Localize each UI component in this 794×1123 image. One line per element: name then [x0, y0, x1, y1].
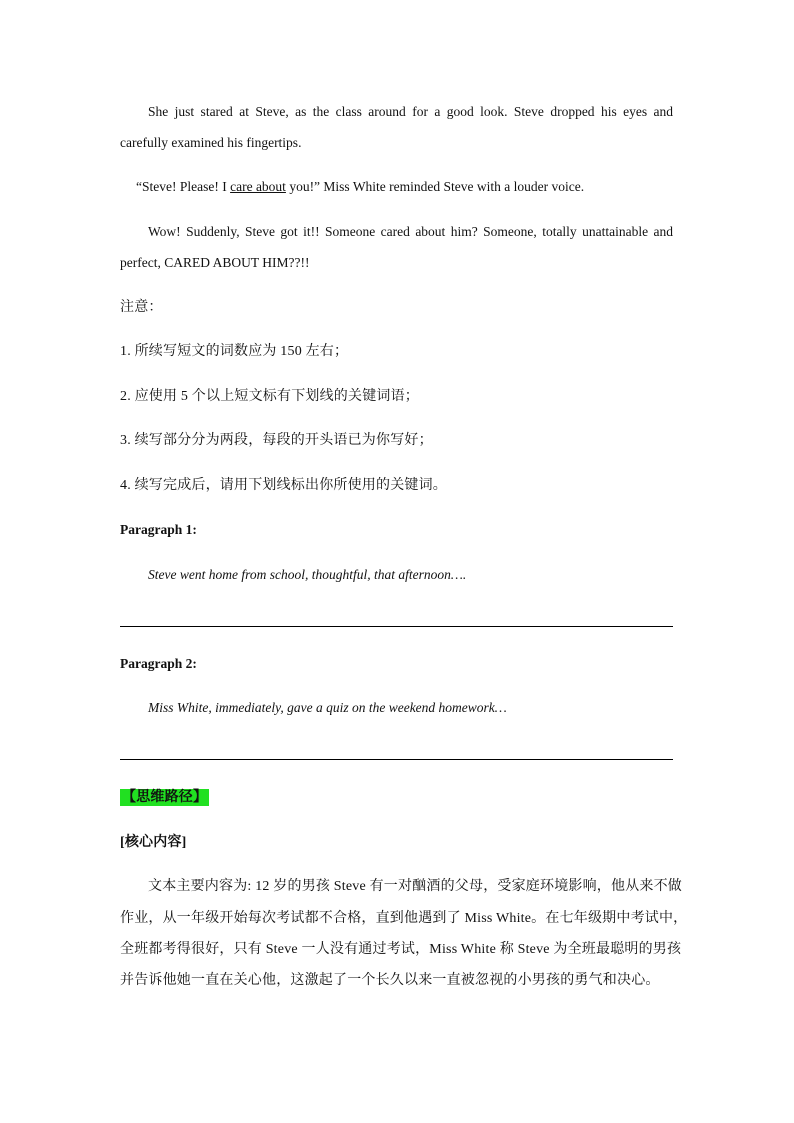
story-paragraph-3-line-2: perfect, CARED ABOUT HIM??!! — [120, 255, 310, 270]
story-paragraph-3-line-1: Wow! Suddenly, Steve got it!! Someone cared about him? Someone, totally unattainable and — [148, 224, 673, 239]
story-paragraph-1-line-1: She just stared at Steve, as the class around for a good look. Steve dropped his eyes and — [148, 104, 673, 119]
analysis-line-3: 全班都考得很好，只有 Steve 一人没有通过考试，Miss White 称 Steve 为全班最聪明的男孩 — [120, 942, 682, 957]
analysis-line-2: 作业，从一年级开始每次考试都不合格，直到他遇到了 Miss White。在七年级期中考试中， — [120, 911, 688, 926]
thinking-path-tag: 【思维路径】 — [122, 790, 208, 805]
note-item-3: 3. 续写部分分为两段，每段的开头语已为你写好； — [120, 433, 433, 448]
story-paragraph-1-line-2: carefully examined his fingertips. — [120, 135, 302, 150]
note-item-2: 2. 应使用 5 个以上短文标有下划线的关键词语； — [120, 389, 419, 404]
underlined-keyword: care about — [230, 179, 286, 194]
analysis-line-4: 并告诉他她一直在关心他，这激起了一个长久以来一直被忽视的小男孩的勇气和决心。 — [120, 973, 660, 988]
writing-line-2 — [120, 759, 673, 760]
story-paragraph-2 — [120, 178, 673, 196]
notes-heading: 注意： — [120, 300, 163, 315]
paragraph-2-opening: Miss White, immediately, gave a quiz on the weekend homework… — [148, 700, 507, 715]
story-p2-post: you!” Miss White reminded Steve with a louder voice. — [285, 179, 585, 194]
paragraph-1-label: Paragraph 1: — [120, 522, 197, 537]
thinking-path-row — [120, 789, 673, 807]
core-content-heading: [核心内容] — [120, 835, 187, 850]
paragraph-2-label: Paragraph 2: — [120, 656, 197, 671]
note-item-1: 1. 所续写短文的词数应为 150 左右； — [120, 344, 349, 359]
writing-line-1 — [120, 626, 673, 627]
story-p2-pre: “Steve! Please! I — [136, 179, 231, 194]
note-item-4: 4. 续写完成后，请用下划线标出你所使用的关键词。 — [120, 478, 447, 493]
analysis-line-1: 文本主要内容为: 12 岁的男孩 Steve 有一对酗酒的父母，受家庭环境影响，他从来不做 — [148, 879, 682, 894]
paragraph-1-opening: Steve went home from school, thoughtful, that afternoon…. — [148, 567, 467, 582]
